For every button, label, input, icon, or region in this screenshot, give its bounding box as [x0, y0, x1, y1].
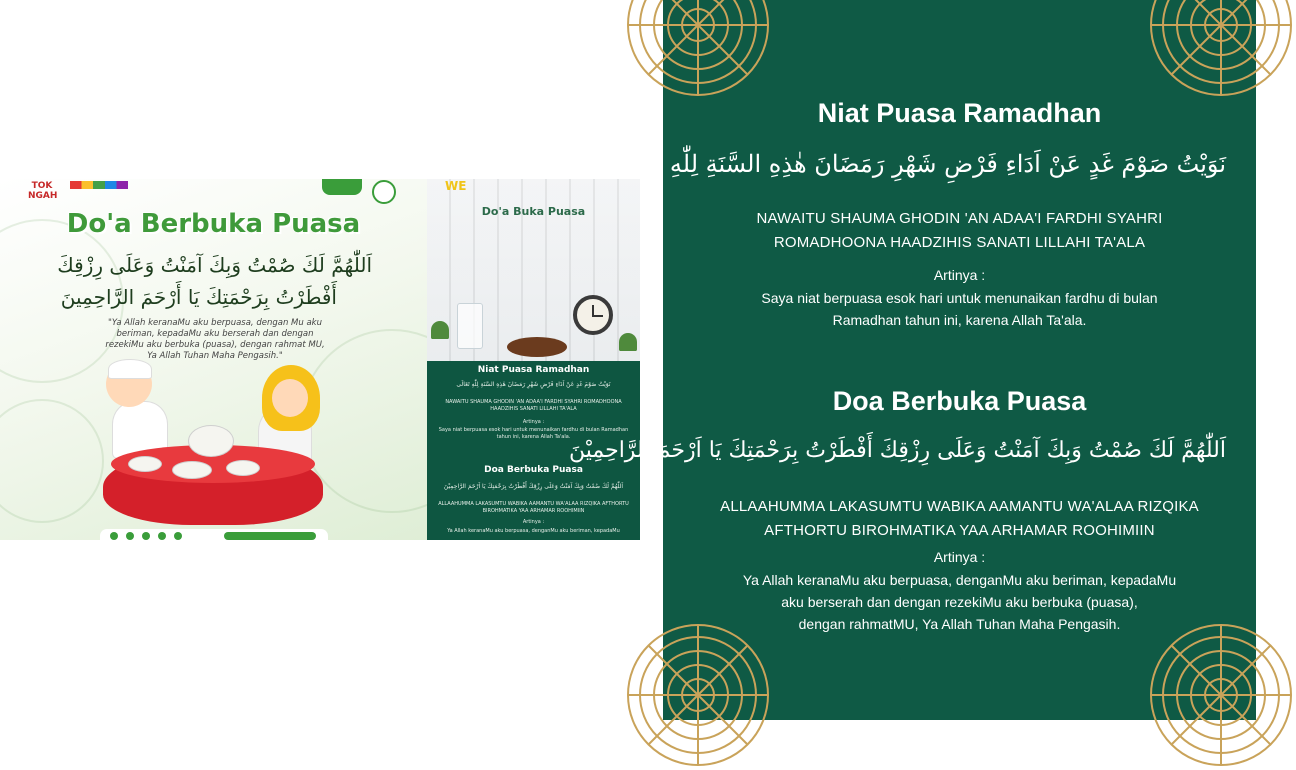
mui-seal-icon: [372, 180, 396, 204]
niat-arabic: نَوَيْتُ صَوْمَ غَدٍ عَنْ اَدَاءِ فَرْضِ شَهْرِ رَمَضَانَ هٰذِهِ السَّنَةِ لِلّٰهِ تَعَالَى: [609, 150, 1226, 178]
doa-translit: ALLAAHUMMA LAKASUMTU WABIKA AAMANTU WA'ALAA RIZQIKA AFTHORTU BIROHMATIKA YAA ARHAMAR ROOHIMIIN: [438, 501, 629, 514]
iftar-photo: [427, 179, 640, 361]
doa-meaning: [703, 569, 1216, 635]
niat-meaning: [703, 287, 1216, 331]
translation-line: beriman, kepadaMu aku berserah dan dengan: [116, 329, 314, 339]
doa-arabic: اَللّٰهُمَّ لَكَ صُمْتُ وَبِكَ آمَنْتُ وَعَلَى رِزْقِكَ أَفْطَرْتُ بِرَحْمَتِكَ يَا اَرْحَمَ الرَّاحِمِيْنَ: [443, 483, 624, 490]
youtube-icon: [158, 532, 166, 540]
rice-bowl: [188, 425, 234, 457]
doa-translit: [683, 495, 1236, 543]
niat-translit: [683, 207, 1236, 255]
photo-title: Do'a Buka Puasa: [481, 205, 586, 218]
brand-logo: TOK NGAH: [28, 181, 58, 201]
water-glass: [457, 303, 483, 349]
translation-line: rezekiMu aku berbuka (puasa), dengan rahmat MU,: [105, 340, 325, 350]
alarm-clock-icon: [573, 295, 613, 335]
website-pill: [224, 532, 316, 540]
doa-title: Doa Berbuka Puasa: [484, 465, 583, 475]
corner-ornament-icon: [1146, 0, 1296, 100]
flag-strip: [70, 181, 128, 189]
niat-title: Niat Puasa Ramadhan: [817, 98, 1102, 128]
niat-artinya-label: Artinya :: [933, 267, 986, 283]
poster-title: Do'a Berbuka Puasa: [66, 209, 361, 239]
niat-meaning-line: Ramadhan tahun ini, karena Allah Ta'ala.: [832, 312, 1087, 328]
halal-badge: [322, 179, 362, 195]
background-swirl: [0, 399, 104, 523]
doa-meaning-line: Ya Allah keranaMu aku berpuasa, denganMu aku beriman, kepadaMu: [742, 572, 1177, 588]
boy-cap: [108, 359, 152, 379]
doa-artinya-label: Artinya :: [933, 549, 986, 565]
doa-buka-puasa-poster: [427, 179, 640, 540]
niat-meaning-line: Saya niat berpuasa esok hari untuk menunaikan fardhu di bulan: [761, 290, 1158, 306]
arabic-doa-line-2: أَفْطَرْتُ بِرَحْمَتِكَ يَا أَرْحَمَ الرَّاحِمِينَ: [60, 285, 337, 309]
plate: [226, 460, 260, 476]
plate: [172, 461, 212, 479]
corner-ornament-icon: [1146, 620, 1296, 770]
dates-plate: [507, 337, 567, 357]
niat-translit-line: NAWAITU SHAUMA GHODIN 'AN ADAA'I FARDHI SYAHRI: [756, 210, 1163, 227]
left-composite-image: [0, 179, 640, 540]
niat-doa-poster: [568, 0, 1256, 720]
plate: [128, 456, 162, 472]
doa-translit-line: AFTHORTU BIROHMATIKA YAA ARHAMAR ROOHIMIIN: [764, 522, 1155, 539]
corner-ornament-icon: [623, 620, 773, 770]
doa-translit-line: ALLAAHUMMA LAKASUMTU WABIKA AAMANTU WA'ALAA RIZQIKA: [720, 498, 1199, 515]
doa-artinya-label: Artinya :: [522, 519, 545, 525]
niat-artinya-label: Artinya :: [522, 419, 545, 425]
doa-meaning-line: dengan rahmatMU, Ya Allah Tuhan Maha Pengasih.: [798, 616, 1121, 632]
potted-plant: [619, 333, 637, 351]
niat-arabic: نَوَيْتُ صَوْمَ غَدٍ عَنْ اَدَاءِ فَرْضِ شَهْرِ رَمَضَانَ هٰذِهِ السَّنَةِ لِلّٰهِ تَعَالَى: [456, 381, 611, 388]
doa-title: Doa Berbuka Puasa: [832, 386, 1087, 416]
facebook-icon: [110, 532, 118, 540]
tiktok-icon: [174, 532, 182, 540]
doa-meaning: Ya Allah keranaMu aku berpuasa, denganMu aku beriman, kepadaMu: [447, 528, 620, 534]
translation-line: "Ya Allah keranaMu aku berpuasa, dengan Mu aku: [108, 318, 322, 328]
instagram-icon: [126, 532, 134, 540]
niat-translit-line: ROMADHOONA HAADZIHIS SANATI LILLAHI TA'ALA: [773, 234, 1146, 251]
twitter-icon: [142, 532, 150, 540]
social-footer-bar: [100, 529, 328, 543]
niat-translit: NAWAITU SHAUMA GHODIN 'AN ADAA'I FARDHI SYAHRI ROMADHOONA HAADZIHIS SANATI LILLAHI TA'ALA: [445, 399, 622, 412]
niat-title: Niat Puasa Ramadhan: [477, 365, 590, 375]
potted-plant: [431, 321, 449, 339]
girl-face: [272, 379, 308, 417]
corner-ornament-icon: [623, 0, 773, 100]
brand-logo: WE: [445, 179, 467, 193]
doa-arabic: اَللّٰهُمَّ لَكَ صُمْتُ وَبِكَ آمَنْتُ وَعَلَى رِزْقِكَ أَفْطَرْتُ بِرَحْمَتِكَ يَا اَرْحَمَ الرَّاحِمِيْنَ: [568, 438, 1226, 463]
translation-line: Ya Allah Tuhan Maha Pengasih.": [147, 351, 283, 361]
doa-berbuka-poster-kids: [0, 179, 427, 540]
doa-translation: [70, 318, 360, 362]
niat-meaning: Saya niat berpuasa esok hari untuk menunaikan fardhu di bulan Ramadhan tahun ini, karena Allah Ta'ala.: [438, 427, 629, 440]
arabic-doa-line-1: اَللّٰهُمَّ لَكَ صُمْتُ وَبِكَ آمَنْتُ وَعَلَى رِزْقِكَ: [57, 253, 372, 277]
doa-meaning-line: aku berserah dan dengan rezekiMu aku berbuka (puasa),: [781, 594, 1138, 610]
